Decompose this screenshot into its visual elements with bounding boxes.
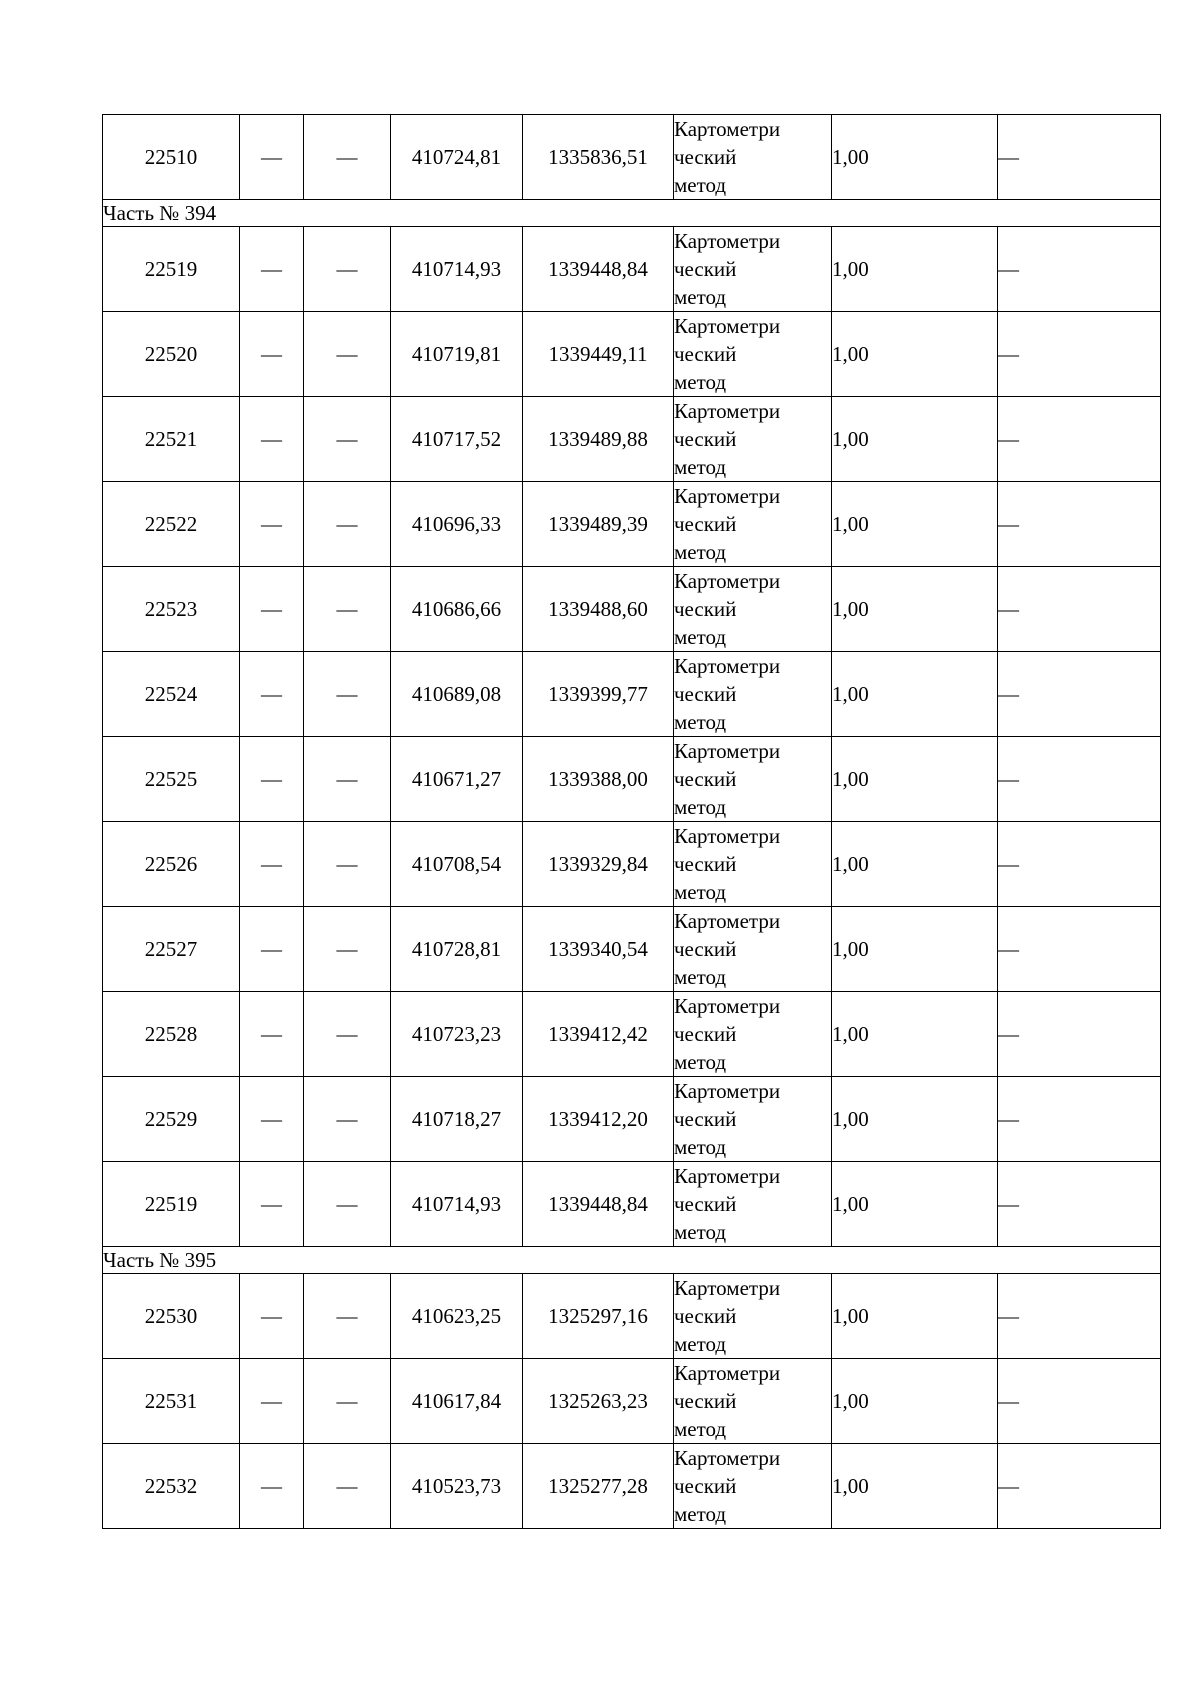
method-cell [674,1077,832,1162]
y-coordinate-cell: 1339388,00 [523,737,674,822]
x-coordinate-cell: 410717,52 [391,397,523,482]
empty-value-cell: — [240,1077,304,1162]
method-text-line: ческий [674,852,737,876]
x-coordinate-cell: 410728,81 [391,907,523,992]
method-text-line: Картометри [674,909,781,933]
accuracy-cell: 1,00 [832,737,998,822]
method-cell [674,737,832,822]
x-coordinate-cell: 410617,84 [391,1359,523,1444]
method-text-line: метод [674,710,727,734]
method-text-line: Картометри [674,314,781,338]
point-number-cell: 22528 [103,992,240,1077]
table-row [103,1444,1161,1529]
empty-value-cell: — [304,652,391,737]
y-coordinate-cell: 1339412,42 [523,992,674,1077]
note-cell: — [998,1444,1161,1529]
empty-value-cell: — [304,907,391,992]
y-coordinate-cell: 1339448,84 [523,227,674,312]
y-coordinate-cell: 1339412,20 [523,1077,674,1162]
point-number-cell: 22522 [103,482,240,567]
method-text-line: метод [674,880,727,904]
method-cell [674,567,832,652]
section-header-row [103,200,1161,227]
method-cell [674,1444,832,1529]
accuracy-cell: 1,00 [832,907,998,992]
x-coordinate-cell: 410708,54 [391,822,523,907]
empty-value-cell: — [304,1077,391,1162]
note-cell: — [998,737,1161,822]
method-text-line: ческий [674,1474,737,1498]
x-coordinate-cell: 410718,27 [391,1077,523,1162]
x-coordinate-cell: 410686,66 [391,567,523,652]
accuracy-cell: 1,00 [832,397,998,482]
point-number-cell: 22521 [103,397,240,482]
empty-value-cell: — [304,115,391,200]
method-text-line: ческий [674,342,737,366]
empty-value-cell: — [240,482,304,567]
x-coordinate-cell: 410523,73 [391,1444,523,1529]
empty-value-cell: — [304,1274,391,1359]
point-number-cell: 22524 [103,652,240,737]
accuracy-cell: 1,00 [832,822,998,907]
method-text-line: метод [674,1417,727,1441]
method-text-line: метод [674,1502,727,1526]
method-text-line: метод [674,540,727,564]
empty-value-cell: — [304,1359,391,1444]
accuracy-cell: 1,00 [832,482,998,567]
method-text-line: ческий [674,1304,737,1328]
method-text-line: Картометри [674,117,781,141]
method-cell [674,1274,832,1359]
note-cell: — [998,652,1161,737]
method-cell [674,115,832,200]
method-text-line: Картометри [674,229,781,253]
point-number-cell: 22519 [103,1162,240,1247]
point-number-cell: 22531 [103,1359,240,1444]
empty-value-cell: — [240,312,304,397]
point-number-cell: 22525 [103,737,240,822]
note-cell: — [998,992,1161,1077]
method-cell [674,482,832,567]
x-coordinate-cell: 410723,23 [391,992,523,1077]
x-coordinate-cell: 410719,81 [391,312,523,397]
note-cell: — [998,482,1161,567]
table-row [103,482,1161,567]
point-number-cell: 22529 [103,1077,240,1162]
method-text-line: ческий [674,937,737,961]
accuracy-cell: 1,00 [832,1274,998,1359]
accuracy-cell: 1,00 [832,115,998,200]
note-cell: — [998,312,1161,397]
x-coordinate-cell: 410623,25 [391,1274,523,1359]
x-coordinate-cell: 410696,33 [391,482,523,567]
method-text-line: Картометри [674,824,781,848]
x-coordinate-cell: 410714,93 [391,227,523,312]
method-text-line: Картометри [674,739,781,763]
method-text-line: метод [674,285,727,309]
method-text-line: Картометри [674,399,781,423]
method-cell [674,992,832,1077]
method-text-line: Картометри [674,1446,781,1470]
method-text-line: ческий [674,767,737,791]
empty-value-cell: — [240,567,304,652]
method-text-line: ческий [674,1389,737,1413]
method-text-line: Картометри [674,1276,781,1300]
section-label: Часть № 395 [103,1247,1161,1274]
method-text-line: метод [674,1050,727,1074]
x-coordinate-cell: 410671,27 [391,737,523,822]
table-row [103,1077,1161,1162]
method-text-line: метод [674,795,727,819]
y-coordinate-cell: 1339489,39 [523,482,674,567]
empty-value-cell: — [304,567,391,652]
y-coordinate-cell: 1325263,23 [523,1359,674,1444]
note-cell: — [998,227,1161,312]
empty-value-cell: — [240,397,304,482]
method-cell [674,1359,832,1444]
accuracy-cell: 1,00 [832,1162,998,1247]
method-cell [674,652,832,737]
table-row [103,312,1161,397]
y-coordinate-cell: 1325297,16 [523,1274,674,1359]
empty-value-cell: — [304,822,391,907]
y-coordinate-cell: 1339340,54 [523,907,674,992]
empty-value-cell: — [240,652,304,737]
method-text-line: метод [674,1220,727,1244]
point-number-cell: 22526 [103,822,240,907]
table-row [103,907,1161,992]
table-row [103,822,1161,907]
x-coordinate-cell: 410689,08 [391,652,523,737]
method-text-line: Картометри [674,1079,781,1103]
method-text-line: ческий [674,1107,737,1131]
empty-value-cell: — [240,227,304,312]
method-text-line: ческий [674,1192,737,1216]
method-text-line: метод [674,625,727,649]
table-row [103,567,1161,652]
method-cell [674,397,832,482]
empty-value-cell: — [240,1274,304,1359]
empty-value-cell: — [304,737,391,822]
table-body [103,115,1161,1529]
note-cell: — [998,907,1161,992]
method-cell [674,822,832,907]
table-row [103,1359,1161,1444]
empty-value-cell: — [304,227,391,312]
point-number-cell: 22530 [103,1274,240,1359]
table-row [103,227,1161,312]
empty-value-cell: — [304,1444,391,1529]
note-cell: — [998,115,1161,200]
method-text-line: метод [674,173,727,197]
point-number-cell: 22527 [103,907,240,992]
method-cell [674,312,832,397]
empty-value-cell: — [240,1359,304,1444]
y-coordinate-cell: 1339489,88 [523,397,674,482]
method-text-line: Картометри [674,654,781,678]
method-text-line: ческий [674,427,737,451]
point-number-cell: 22523 [103,567,240,652]
method-text-line: Картометри [674,1361,781,1385]
empty-value-cell: — [240,1444,304,1529]
section-label: Часть № 394 [103,200,1161,227]
method-text-line: Картометри [674,1164,781,1188]
method-text-line: ческий [674,512,737,536]
method-text-line: Картометри [674,569,781,593]
note-cell: — [998,1359,1161,1444]
y-coordinate-cell: 1339449,11 [523,312,674,397]
coordinates-table [102,114,1161,1529]
x-coordinate-cell: 410724,81 [391,115,523,200]
table-row [103,115,1161,200]
point-number-cell: 22510 [103,115,240,200]
accuracy-cell: 1,00 [832,1359,998,1444]
accuracy-cell: 1,00 [832,652,998,737]
table-row [103,397,1161,482]
empty-value-cell: — [240,115,304,200]
note-cell: — [998,1162,1161,1247]
accuracy-cell: 1,00 [832,312,998,397]
y-coordinate-cell: 1339448,84 [523,1162,674,1247]
empty-value-cell: — [304,992,391,1077]
method-cell [674,907,832,992]
point-number-cell: 22520 [103,312,240,397]
method-text-line: метод [674,1332,727,1356]
y-coordinate-cell: 1335836,51 [523,115,674,200]
empty-value-cell: — [240,1162,304,1247]
note-cell: — [998,1274,1161,1359]
x-coordinate-cell: 410714,93 [391,1162,523,1247]
method-text-line: метод [674,965,727,989]
empty-value-cell: — [304,482,391,567]
method-cell [674,227,832,312]
y-coordinate-cell: 1325277,28 [523,1444,674,1529]
table-row [103,992,1161,1077]
method-text-line: ческий [674,145,737,169]
method-text-line: ческий [674,682,737,706]
note-cell: — [998,567,1161,652]
method-text-line: ческий [674,1022,737,1046]
accuracy-cell: 1,00 [832,1077,998,1162]
table-row [103,1274,1161,1359]
y-coordinate-cell: 1339399,77 [523,652,674,737]
note-cell: — [998,822,1161,907]
accuracy-cell: 1,00 [832,1444,998,1529]
method-text-line: метод [674,455,727,479]
empty-value-cell: — [240,822,304,907]
method-text-line: Картометри [674,484,781,508]
point-number-cell: 22519 [103,227,240,312]
section-header-row [103,1247,1161,1274]
accuracy-cell: 1,00 [832,567,998,652]
empty-value-cell: — [240,907,304,992]
table-row [103,1162,1161,1247]
accuracy-cell: 1,00 [832,992,998,1077]
empty-value-cell: — [304,397,391,482]
method-text-line: Картометри [674,994,781,1018]
note-cell: — [998,397,1161,482]
method-text-line: метод [674,1135,727,1159]
point-number-cell: 22532 [103,1444,240,1529]
note-cell: — [998,1077,1161,1162]
accuracy-cell: 1,00 [832,227,998,312]
method-cell [674,1162,832,1247]
y-coordinate-cell: 1339488,60 [523,567,674,652]
table-row [103,737,1161,822]
y-coordinate-cell: 1339329,84 [523,822,674,907]
method-text-line: ческий [674,257,737,281]
method-text-line: ческий [674,597,737,621]
method-text-line: метод [674,370,727,394]
empty-value-cell: — [304,312,391,397]
empty-value-cell: — [240,737,304,822]
empty-value-cell: — [304,1162,391,1247]
empty-value-cell: — [240,992,304,1077]
table-row [103,652,1161,737]
